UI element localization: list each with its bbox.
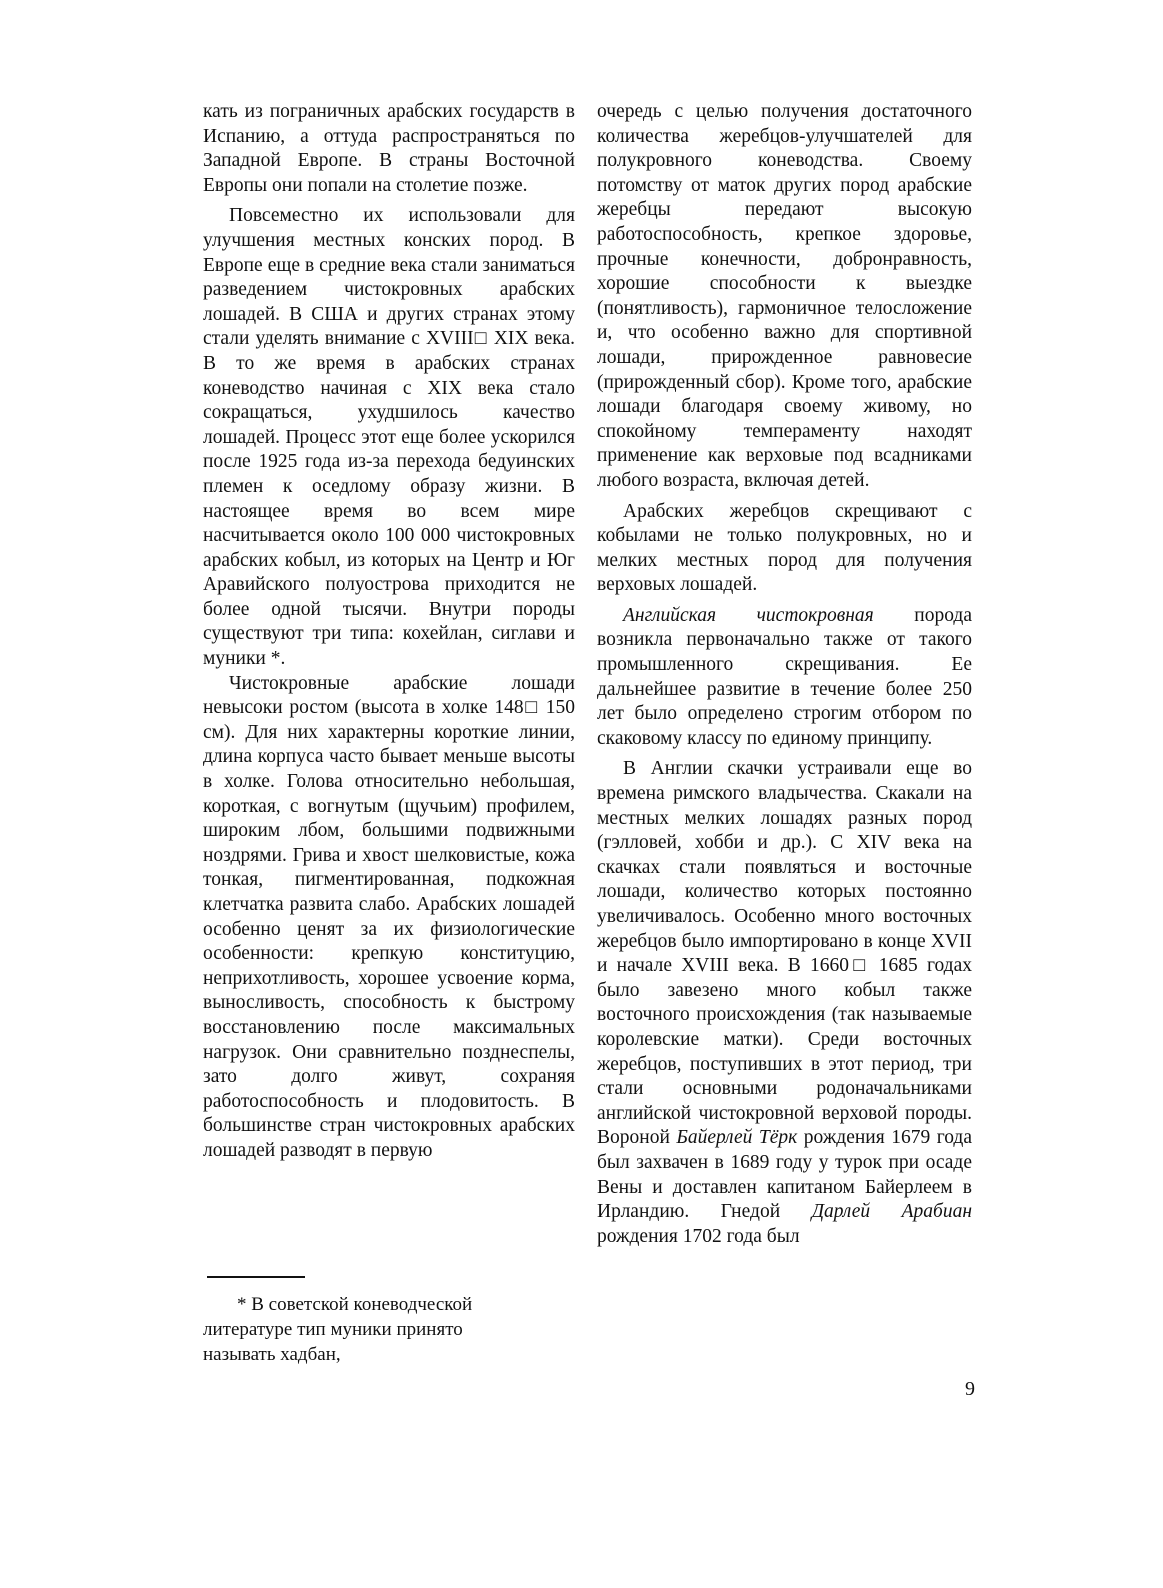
footnote-line: * В советской коневодческой xyxy=(237,1294,473,1315)
paragraph-arabian-use: Повсеместно их использовали для улучшения местных конских пород. В Европе еще в средние века стали заниматься разведением чистокровных арабских лошадей. В США и других странах этому стали уделять внимание с XVIII□ XIX века. В то же время в арабских странах коневодство начиная с XIX века стало сокращаться, ухудшилось качество лошадей. Процесс этот еще более ускорился после 1925 года из-за перехода бедуинских племен к оседлому образу жизни. В настоящее время во всем мире насчитывается около 100 000 чистокровных арабских кобыл, из которых на Центр и Юг Аравийского полуострова приходится не более одной тысячи. Внутри породы существуют три типа: кохейлан, сиглави и муники *. xyxy=(203,205,575,670)
paragraph-england-racing xyxy=(597,757,972,1249)
paragraph-thoroughbred xyxy=(597,604,972,752)
footnote-line: литературе тип муники принято xyxy=(203,1319,463,1340)
breed-name: Английская чистокровная xyxy=(623,604,874,626)
paragraph-text: рождения 1702 года был xyxy=(597,1225,800,1247)
paragraph-crossbreeding: Арабских жеребцов скрещивают с кобылами не только полукровных, но и мелких местных пород для получения верховых лошадей. xyxy=(597,500,972,596)
paragraph-text: В Англии скачки устраивали еще во времена римского владычества. Скакали на местных мелких лошадях разных пород (гэлловей, хобби и др.). С XIV века на скачках стали появляться и восточные лошади, количество которых постоянно увеличивалось. Особенно много восточных жеребцов было импортировано в конце XVII и начале XVIII века. В 1660□ 1685 годах было завезено много кобыл также восточного происхождения (так называемые королевские матки). Среди восточных жеребцов, поступивших в этот период, три стали основными родоначальниками английской чистокровной верховой породы. Вороной xyxy=(597,758,972,1149)
paragraph-arabian-traits: Чистокровные арабские лошади невысоки ростом (высота в холке 148□ 150 см). Для них характерны короткие линии, длина корпуса часто бывает меньше высоты в холке. Голова относительно небольшая, короткая, с вогнутым (щучьим) профилем, широким лбом, большими подвижными ноздрями. Грива и хвост шелковистые, кожа тонкая, пигментированная, подкожная клетчатка развита слабо. Арабских лошадей особенно ценят за их физиологические особенности: крепкую конституцию, неприхотливость, хорошее усвоение корма, выносливость, способность к быстрому восстановлению после максимальных нагрузок. Они сравнительно позднеспелы, зато долго живут, сохраняя работоспособность и плодовитость. В большинстве стран чистокровных арабских лошадей разводят в первую xyxy=(203,672,575,1161)
horse-name: Дарлей Арабиан xyxy=(811,1201,973,1223)
left-column xyxy=(203,100,575,1164)
page-number: 9 xyxy=(965,1378,975,1400)
footnote-line: называть хадбан, xyxy=(203,1344,341,1365)
footnote xyxy=(203,1292,533,1367)
horse-name: Байерлей Тёрк xyxy=(676,1127,798,1149)
paragraph-text: порода возникла первоначально также от такого промышленного скрещивания. Ее дальнейшее развитие в течение более 250 лет было определено строгим отбором по скаковому классу по единому принципу. xyxy=(597,604,972,749)
footnote-divider xyxy=(207,1276,305,1278)
paragraph-breeding: очередь с целью получения достаточного количества жеребцов-улучшателей для полукровного коневодства. Своему потомству от маток других пород арабские жеребцы передают высокую работоспособность, крепкое здоровье, прочные конечности, добронравность, хорошие способности к выездке (понятливость), гармоничное телосложение и, что особенно важно для спортивной лошади, прирожденное равновесие (прирожденный сбор). Кроме того, арабские лошади благодаря своему живому, но спокойному темпераменту находят применение как верховые под всадниками любого возраста, включая детей. xyxy=(597,101,972,491)
right-column xyxy=(597,100,972,1249)
paragraph-continued: кать из пограничных арабских государств в Испанию, а оттуда распространяться по Западной Европе. В страны Восточной Европы они попали на столетие позже. xyxy=(203,101,575,196)
paragraph-text: рождения 1679 года был захвачен в 1689 году у турок при осаде Вены и доставлен капитаном Байерлеем в Ирландию. Гнедой xyxy=(597,1127,972,1223)
